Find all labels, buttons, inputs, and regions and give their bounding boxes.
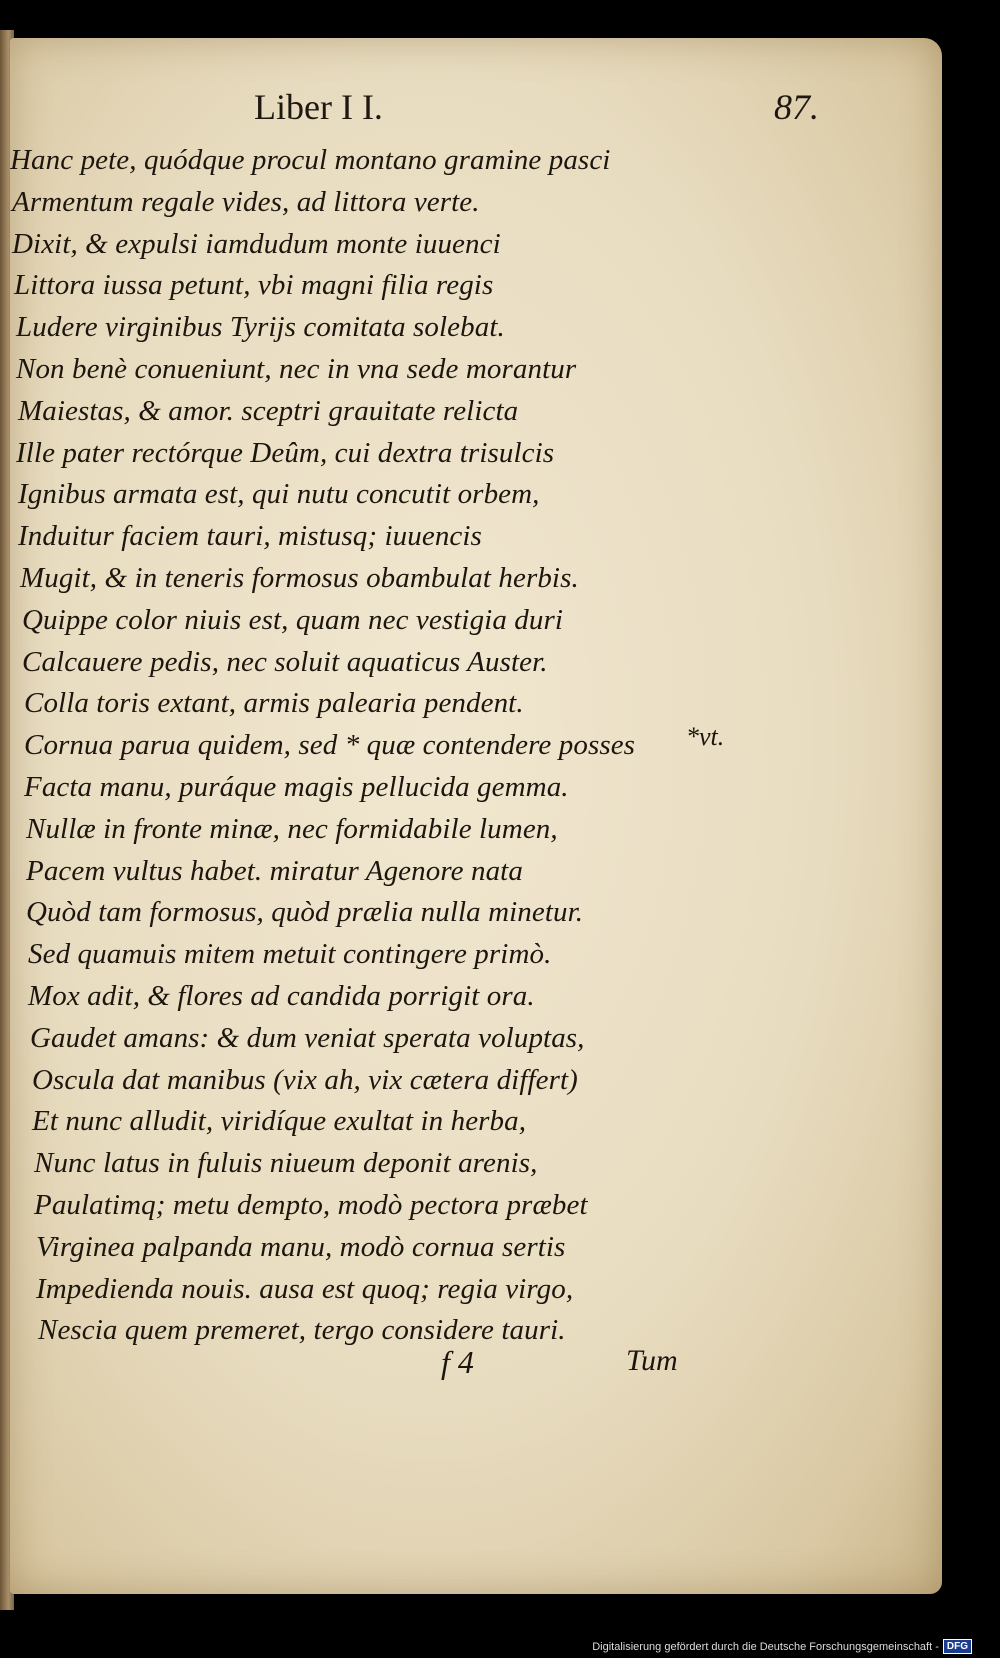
verse-line: Paulatimq; metu dempto, modò pectora præbet — [34, 1188, 588, 1221]
verse-line: Facta manu, puráque magis pellucida gemma. — [24, 770, 569, 803]
verse-line: Dixit, & expulsi iamdudum monte iuuenci — [12, 227, 501, 260]
verse-line: Mox adit, & flores ad candida porrigit ora. — [28, 979, 535, 1012]
marginal-note: *vt. — [686, 722, 725, 751]
verse-line: Colla toris extant, armis palearia pendent. — [24, 687, 524, 720]
verse-line: Impedienda nouis. ausa est quoq; regia virgo, — [36, 1272, 574, 1305]
verse-text — [10, 140, 942, 1352]
digitization-credit — [592, 1639, 972, 1654]
running-head: Liber I I. — [254, 87, 383, 127]
verse-line: Littora iussa petunt, vbi magni filia regis — [14, 269, 494, 302]
verse-line: Ignibus armata est, qui nutu concutit orbem, — [18, 478, 540, 511]
verse-line: Non benè conueniunt, nec in vna sede morantur — [16, 352, 577, 385]
catchword: Tum — [626, 1344, 678, 1377]
verse-line: Ille pater rectórque Deûm, cui dextra trisulcis — [16, 436, 555, 469]
verse-line: Calcauere pedis, nec soluit aquaticus Auster. — [22, 645, 548, 678]
verse-line: Sed quamuis mitem metuit contingere primò. — [28, 938, 552, 971]
verse-line: Quippe color niuis est, quam nec vestigia duri — [22, 603, 564, 636]
signature-mark: f 4 — [441, 1344, 474, 1380]
verse-line: Ludere virginibus Tyrijs comitata solebat. — [16, 311, 505, 344]
dfg-logo: DFG — [943, 1639, 972, 1654]
verse-line: Gaudet amans: & dum veniat sperata voluptas, — [30, 1021, 585, 1054]
verse-line: Hanc pete, quódque procul montano gramine pasci — [10, 144, 611, 176]
verse-line: Armentum regale vides, ad littora verte. — [12, 185, 480, 218]
folio-number: 87. — [774, 87, 819, 127]
verse-line: Mugit, & in teneris formosus obambulat herbis. — [20, 561, 579, 594]
verse-line: Cornua parua quidem, sed * quæ contendere posses — [24, 729, 636, 762]
verse-line: Quòd tam formosus, quòd prælia nulla minetur. — [26, 896, 584, 929]
verse-line: Virginea palpanda manu, modò cornua sertis — [36, 1230, 566, 1263]
verse-line: Pacem vultus habet. miratur Agenore nata — [26, 854, 523, 887]
verse-line: Et nunc alludit, viridíque exultat in herba, — [32, 1105, 527, 1138]
verse-line: Oscula dat manibus (vix ah, vix cætera differt) — [32, 1063, 578, 1096]
book-page — [10, 38, 942, 1594]
verse-line: Nunc latus in fuluis niueum deponit arenis, — [34, 1147, 538, 1180]
verse-line: Induitur faciem tauri, mistusq; iuuencis — [18, 520, 482, 553]
credit-text: Digitalisierung gefördert durch die Deutsche Forschungsgemeinschaft - — [592, 1640, 939, 1653]
verse-line: Maiestas, & amor. sceptri grauitate relicta — [18, 394, 519, 427]
verse-line: Nescia quem premeret, tergo considere tauri. — [38, 1314, 566, 1347]
verse-line: Nullæ in fronte minæ, nec formidabile lumen, — [26, 812, 558, 845]
